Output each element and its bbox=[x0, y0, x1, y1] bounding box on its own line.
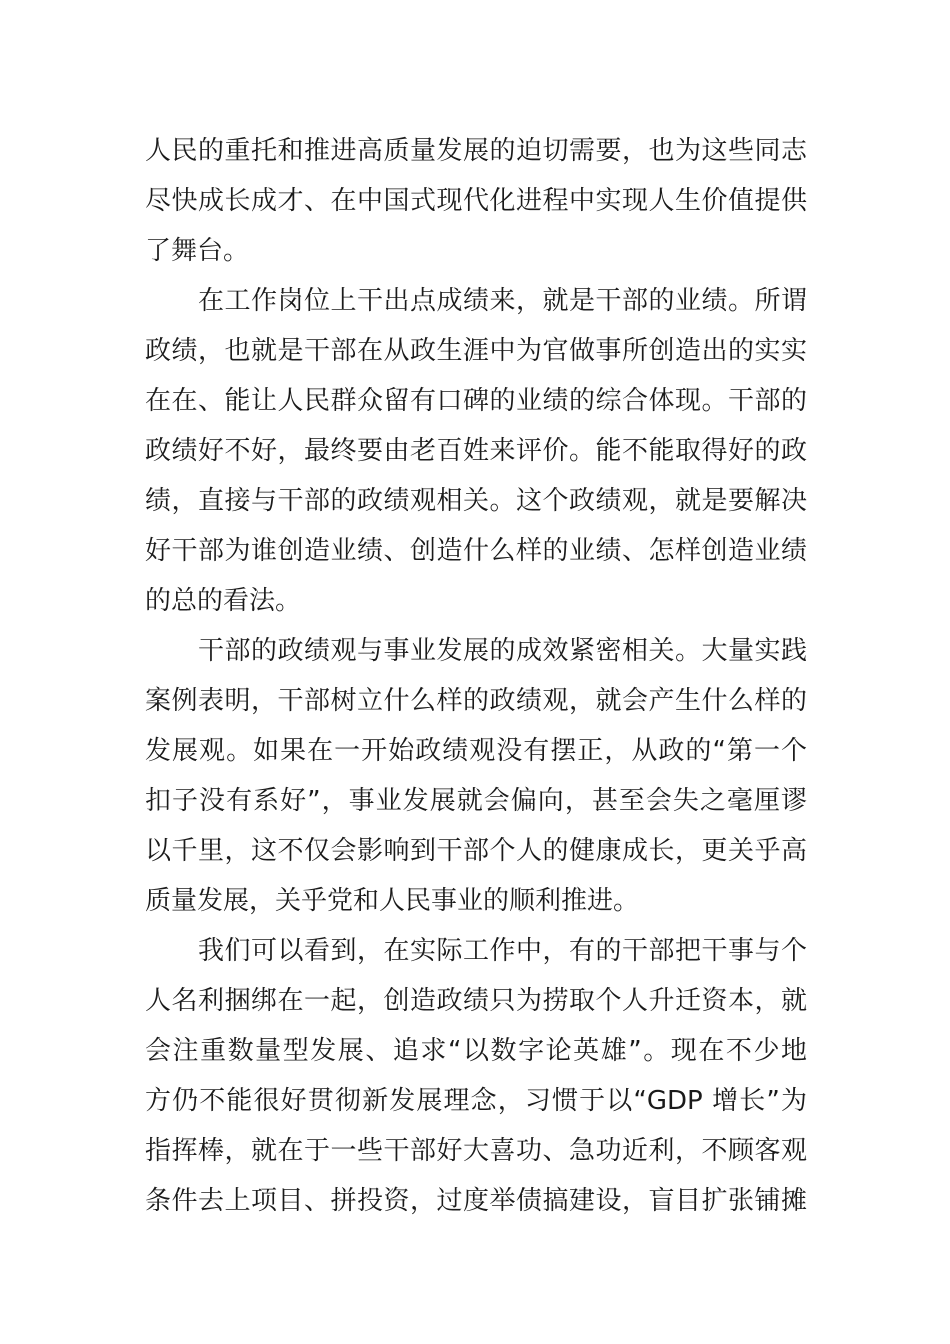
text-line: 扣子没有系好”，事业发展就会偏向，甚至会失之毫厘谬 bbox=[145, 786, 807, 816]
text-line: 绩，直接与干部的政绩观相关。这个政绩观，就是要解决 bbox=[145, 486, 807, 516]
text-line: 干部的政绩观与事业发展的成效紧密相关。大量实践 bbox=[145, 636, 807, 666]
text-line: 好干部为谁创造业绩、创造什么样的业绩、怎样创造业绩 bbox=[145, 536, 807, 566]
text-line: 了舞台。 bbox=[145, 236, 250, 266]
text-line: 指挥棒，就在于一些干部好大喜功、急功近利，不顾客观 bbox=[145, 1136, 807, 1166]
text-line: 人民的重托和推进高质量发展的迫切需要，也为这些同志 bbox=[145, 136, 807, 166]
document-body bbox=[145, 126, 807, 1226]
text-line: 发展观。如果在一开始政绩观没有摆正，从政的“第一个 bbox=[145, 736, 807, 766]
text-line: 政绩，也就是干部在从政生涯中为官做事所创造出的实实 bbox=[145, 336, 807, 366]
text-line: 方仍不能很好贯彻新发展理念，习惯于以“GDP 增长”为 bbox=[145, 1086, 807, 1116]
text-line: 人名利捆绑在一起，创造政绩只为捞取个人升迁资本，就 bbox=[145, 986, 807, 1016]
text-line: 政绩好不好，最终要由老百姓来评价。能不能取得好的政 bbox=[145, 436, 807, 466]
text-line: 以千里，这不仅会影响到干部个人的健康成长，更关乎高 bbox=[145, 836, 807, 866]
text-line: 尽快成长成才、在中国式现代化进程中实现人生价值提供 bbox=[145, 186, 807, 216]
text-line: 会注重数量型发展、追求“以数字论英雄”。现在不少地 bbox=[145, 1036, 807, 1066]
text-line: 在在、能让人民群众留有口碑的业绩的综合体现。干部的 bbox=[145, 386, 807, 416]
text-line: 案例表明，干部树立什么样的政绩观，就会产生什么样的 bbox=[145, 686, 807, 716]
text-line: 质量发展，关乎党和人民事业的顺利推进。 bbox=[145, 886, 640, 916]
text-line: 条件去上项目、拼投资，过度举债搞建设，盲目扩张铺摊 bbox=[145, 1186, 807, 1216]
text-line: 在工作岗位上干出点成绩来，就是干部的业绩。所谓 bbox=[145, 286, 807, 316]
text-line: 我们可以看到，在实际工作中，有的干部把干事与个 bbox=[145, 936, 807, 966]
text-line: 的总的看法。 bbox=[145, 586, 302, 616]
